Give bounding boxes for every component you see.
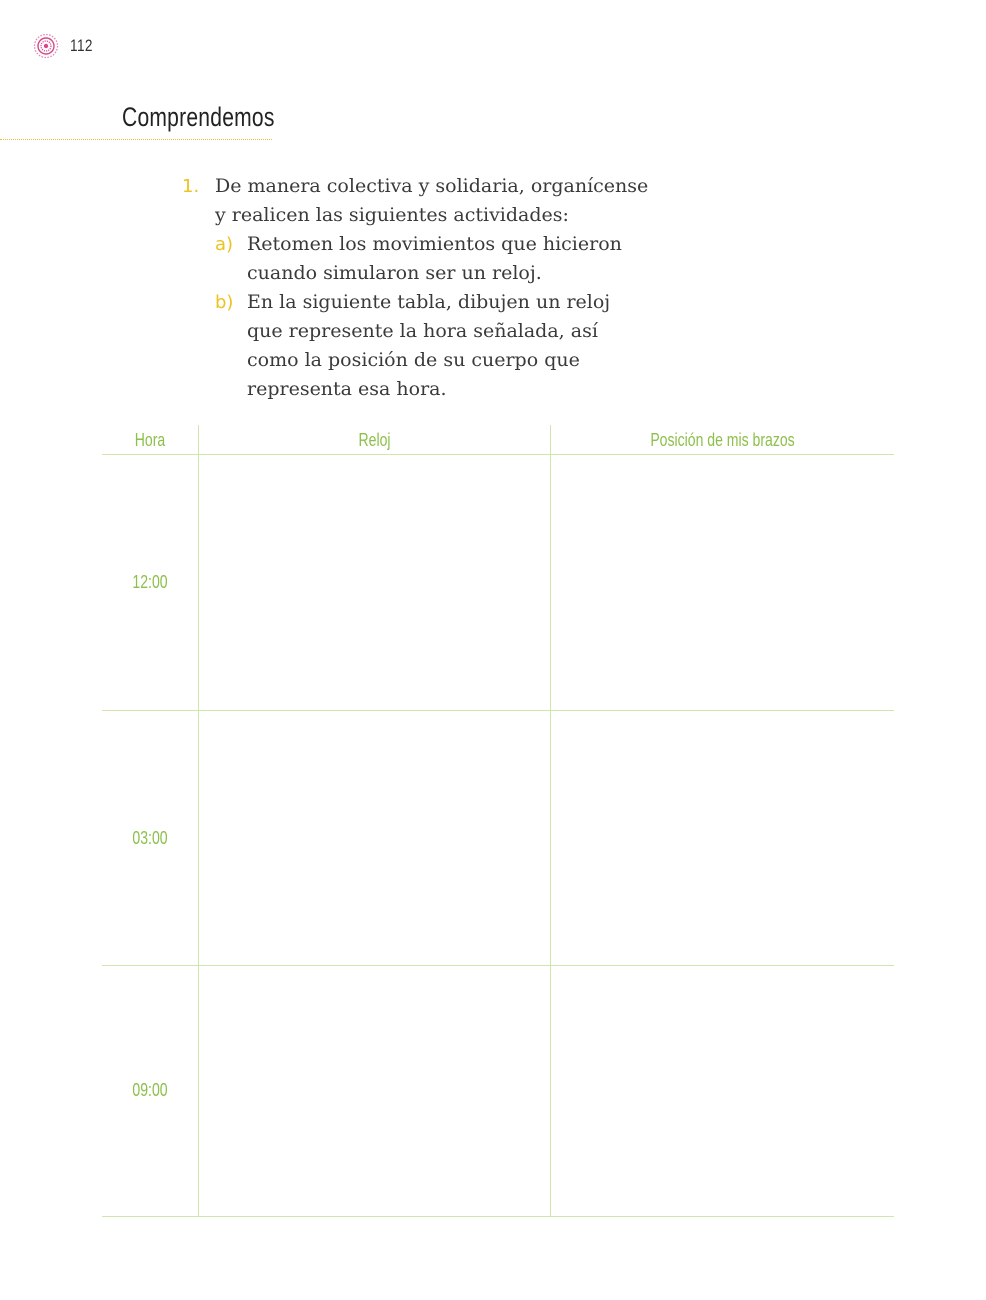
section-title: Comprendemos (122, 102, 275, 132)
sub-item-line: cuando simularon ser un reloj. (247, 262, 542, 284)
page-number: 112 (70, 36, 93, 55)
item-number: 1. (182, 176, 200, 197)
sub-item-line: que represente la hora señalada, así (247, 320, 598, 342)
intro-line: y realicen las siguientes actividades: (215, 204, 569, 226)
activity-item (182, 172, 702, 404)
activity-instructions (182, 172, 702, 404)
column-header-hora: Hora (134, 430, 166, 450)
sub-item-line: representa esa hora. (247, 378, 447, 400)
sub-item-marker: b) (215, 292, 234, 313)
posicion-drawing-cell[interactable] (551, 966, 894, 1216)
reloj-drawing-cell[interactable] (199, 966, 550, 1216)
table-bottom-rule (102, 1216, 894, 1217)
reloj-drawing-cell[interactable] (199, 455, 550, 710)
table-row-hora: 09:00 (132, 1080, 168, 1100)
page-header (32, 32, 99, 60)
table-row-hora: 12:00 (132, 572, 168, 592)
table-row-hora: 03:00 (132, 828, 168, 848)
posicion-drawing-cell[interactable] (551, 455, 894, 710)
column-header-posicion: Posición de mis brazos (650, 430, 795, 450)
mandala-icon (32, 32, 60, 60)
sub-item-a (215, 230, 702, 288)
sub-item-marker: a) (215, 234, 234, 255)
sub-item-line: como la posición de su cuerpo que (247, 349, 580, 371)
sub-item-b (215, 288, 702, 404)
reloj-drawing-cell[interactable] (199, 711, 550, 965)
sub-item-line: En la siguiente tabla, dibujen un reloj (247, 291, 611, 313)
posicion-drawing-cell[interactable] (551, 711, 894, 965)
column-header-reloj: Reloj (358, 430, 391, 450)
title-underline (0, 139, 272, 140)
sub-item-line: Retomen los movimientos que hicieron (247, 233, 622, 255)
intro-line: De manera colectiva y solidaria, organícense (215, 175, 649, 197)
